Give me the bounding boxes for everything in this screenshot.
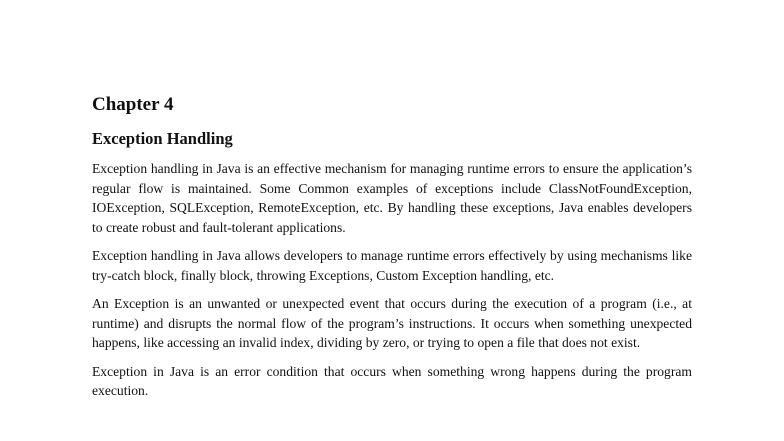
paragraph-2: Exception handling in Java allows developers to manage runtime errors effectively by using mechanisms like try-catch block, finally block, throwing Exceptions, Custom Exception handling, etc. (92, 248, 692, 283)
chapter-title: Chapter 4 (92, 94, 174, 115)
paragraph-4: Exception in Java is an error condition that occurs when something wrong happens during the program execution. (92, 363, 692, 398)
paragraph-1: Exception handling in Java is an effective mechanism for managing runtime errors to ensure the application’s regular flow is maintained. Some Common examples of exceptions include ClassNotFoundException, IOException, SQLException, RemoteException, etc. By handling these exceptions, Java enables developers to create robust and fault-tolerant applications. (92, 161, 692, 235)
section-title: Exception Handling (92, 129, 233, 148)
paragraph-3: An Exception is an unwanted or unexpected event that occurs during the execution of a program (i.e., at runtime) and disrupts the normal flow of the program’s instructions. It occurs when something unexpected happens, like accessing an invalid index, dividing by zero, or trying to open a file that does not exist. (92, 296, 692, 350)
document-page (92, 92, 692, 410)
